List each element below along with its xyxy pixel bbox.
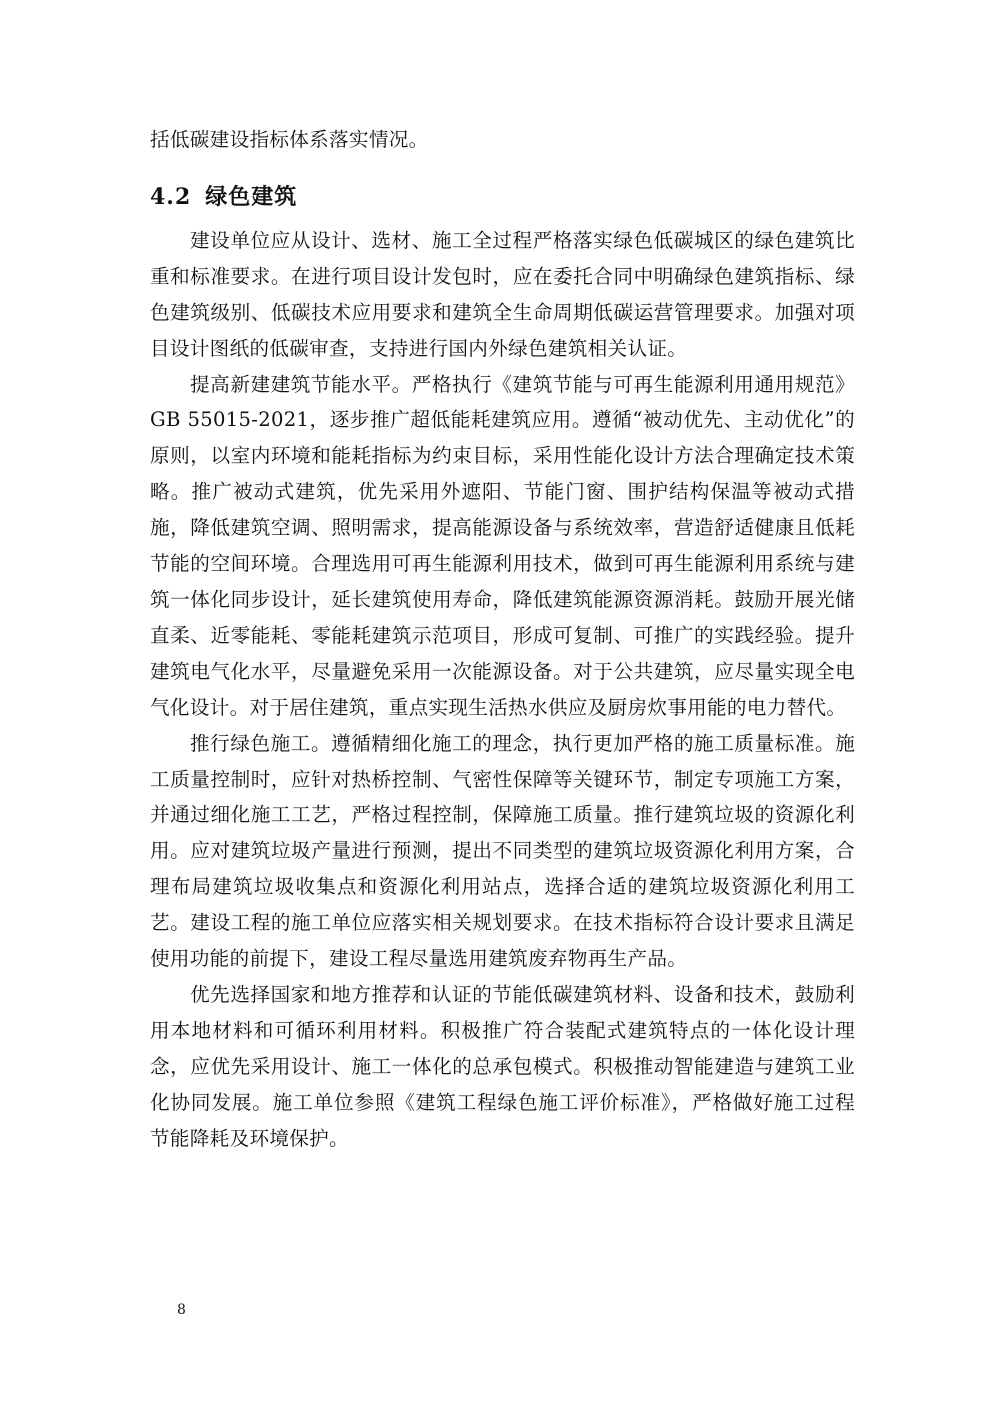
section-number: 4.2 xyxy=(150,183,192,210)
paragraph-4: 优先选择国家和地方推荐和认证的节能低碳建筑材料、设备和技术，鼓励利用本地材料和可循环利用材料。积极推广符合装配式建筑特点的一体化设计理念，应优先采用设计、施工一体化的总承包模式。积极推动智能建造与建筑工业化协同发展。施工单位参照《建筑工程绿色施工评价标准》，严格做好施工过程节能降耗及环境保护。 xyxy=(150,982,855,1150)
section-heading xyxy=(150,179,855,215)
paragraph-2: 提高新建建筑节能水平。严格执行《建筑节能与可再生能源利用通用规范》GB 55015-2021，逐步推广超低能耗建筑应用。遵循“被动优先、主动优化”的原则，以室内环境和能耗指标为约束目标，采用性能化设计方法合理确定技术策略。推广被动式建筑，优先采用外遮阳、节能门窗、围护结构保温等被动式措施，降低建筑空调、照明需求，提高能源设备与系统效率，营造舒适健康且低耗节能的空间环境。合理选用可再生能源利用技术，做到可再生能源利用系统与建筑一体化同步设计，延长建筑使用寿命，降低建筑能源资源消耗。鼓励开展光储直柔、近零能耗、零能耗建筑示范项目，形成可复制、可推广的实践经验。提升建筑电气化水平，尽量避免采用一次能源设备。对于公共建筑，应尽量实现全电气化设计。对于居住建筑，重点实现生活热水供应及厨房炊事用能的电力替代。 xyxy=(150,372,855,719)
page-content xyxy=(150,122,855,1156)
page-number: 8 xyxy=(177,1302,186,1318)
paragraph-3: 推行绿色施工。遵循精细化施工的理念，执行更加严格的施工质量标准。施工质量控制时，应针对热桥控制、气密性保障等关键环节，制定专项施工方案，并通过细化施工工艺，严格过程控制，保障施工质量。推行建筑垃圾的资源化利用。应对建筑垃圾产量进行预测，提出不同类型的建筑垃圾资源化利用方案，合理布局建筑垃圾收集点和资源化利用站点，选择合适的建筑垃圾资源化利用工艺。建设工程的施工单位应落实相关规划要求。在技术指标符合设计要求且满足使用功能的前提下，建设工程尽量选用建筑废弃物再生产品。 xyxy=(150,731,855,971)
paragraph-1: 建设单位应从设计、选材、施工全过程严格落实绿色低碳城区的绿色建筑比重和标准要求。在进行项目设计发包时，应在委托合同中明确绿色建筑指标、绿色建筑级别、低碳技术应用要求和建筑全生命周期低碳运营管理要求。加强对项目设计图纸的低碳审查，支持进行国内外绿色建筑相关认证。 xyxy=(150,228,855,360)
section-title: 绿色建筑 xyxy=(205,183,298,210)
intro-fragment: 括低碳建设指标体系落实情况。 xyxy=(150,128,429,151)
